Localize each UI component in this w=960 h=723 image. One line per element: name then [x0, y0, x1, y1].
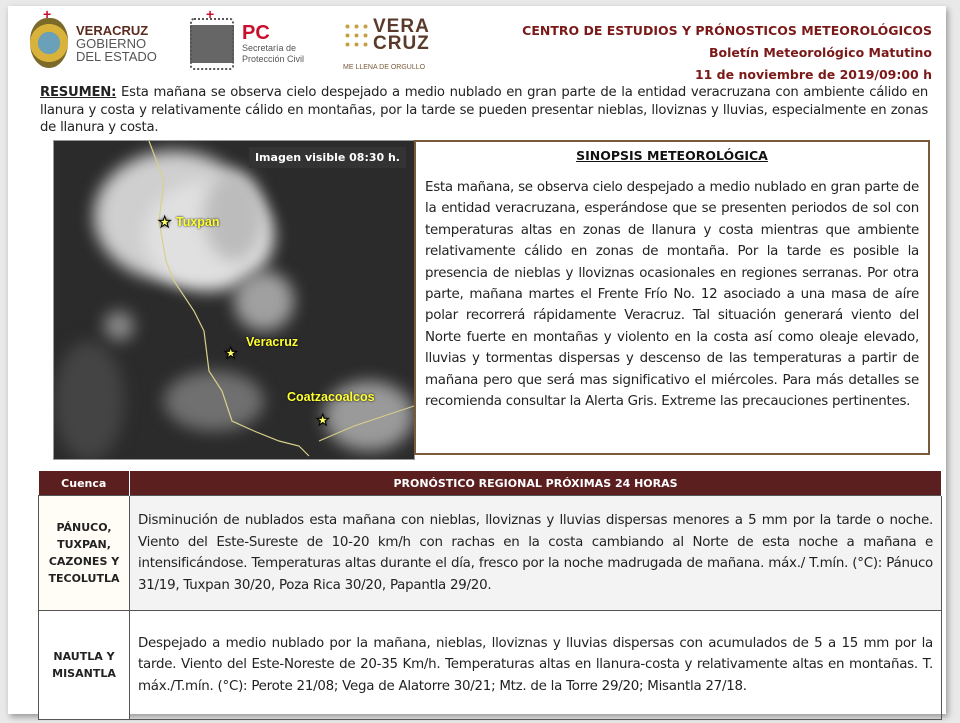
satellite-image	[53, 140, 415, 460]
pc-line2: Protección Civil	[242, 54, 305, 64]
brand-line2: CRUZ	[373, 33, 430, 54]
column-header-basin: Cuenca	[39, 471, 130, 496]
center-title: CENTRO DE ESTUDIOS Y PRÓNOSTICOS METEOROLÓGICOS	[522, 23, 932, 38]
logo-text-line3: DEL ESTADO	[76, 48, 157, 64]
summary-label: RESUMEN:	[40, 85, 117, 100]
bulletin-page	[8, 6, 946, 714]
veracruz-government-logo	[30, 18, 157, 68]
basin-name: NAUTLA Y MISANTLA	[39, 611, 130, 720]
city-label-coatzacoalcos: Coatzacoalcos	[287, 390, 375, 404]
veracruz-star-icon: ★	[224, 345, 238, 362]
bulletin-date: 11 de noviembre de 2019/09:00 h	[694, 67, 932, 82]
city-label-veracruz: Veracruz	[246, 335, 299, 349]
summary-text: Esta mañana se observa cielo despejado a medio nublado en gran parte de la entidad veracruzana con ambiente cálido en llanura y costa y relativamente cálido en montañas, por la tarde se pueden presentar nieblas, lloviznas y lluvias, especialmente en zonas de llanura y costa.	[40, 85, 928, 135]
coastline-path	[54, 141, 414, 459]
city-label-tuxpan: Tuxpan	[176, 215, 220, 229]
logo-text-line2: GOBIERNO	[76, 35, 147, 51]
logo-text-line1: VERACRUZ	[76, 22, 149, 38]
basin-name: PÁNUCO, TUXPAN, CAZONES Y TECOLUTLA	[39, 496, 130, 611]
forecast-text: Disminución de nublados esta mañana con nieblas, lloviznas y lluvias dispersas menores a 5 mm por la tarde o noche. Viento del Este-Sureste de 10-20 km/h con rachas en la costa cambiando al Norte de esta noche a mañana e intensificándose. Temperaturas altas durante el día, fresco por la noche madrugada de mañana. máx./ T.mín. (°C): Pánuco 31/19, Tuxpan 30/20, Poza Rica 30/20, Papantla 29/20.	[130, 496, 942, 611]
pc-line1: Secretaría de	[242, 43, 297, 53]
brand-tagline: ME LLENA DE ORGULLO	[343, 64, 426, 71]
pc-abbr: PC	[242, 22, 270, 44]
synopsis-text: Esta mañana, se observa cielo despejado a medio nublado en gran parte de la entidad veracruzana, esperándose que se presenten periodos de sol con temperaturas altas en zonas de llanura y costa mientras que ambiente relativamente cálido en zonas de montaña. Por la tarde es posible la presencia de nieblas y lloviznas ocasionales en regiones serranas. Por otra parte, mañana martes el Frente Frío No. 12 asociado a una masa de aíre polar recorrerá rápidamente Veracruz. Tal situación generará viento del Norte fuerte en montañas y violento en la costa así como oleaje elevado, lluvias y tormentas dispersas y descenso de las temperaturas a partir de mañana pero que será mas significativo el miércoles. Para más detalles se recomienda consultar la Alerta Gris. Extreme las precauciones pertinentes.	[425, 180, 919, 410]
table-row	[39, 611, 942, 720]
synopsis-box	[414, 140, 930, 455]
table-row	[39, 496, 942, 611]
table-header-row	[39, 471, 942, 496]
coatzacoalcos-star-icon: ★	[316, 412, 330, 429]
pc-emblem-icon	[190, 18, 234, 70]
bulletin-subtitle: Boletín Meteorológico Matutino	[708, 45, 932, 60]
tuxpan-star-icon: ★	[158, 214, 172, 231]
pattern-icon	[343, 22, 369, 48]
synopsis-title: SINOPSIS METEOROLÓGICA	[576, 148, 768, 163]
forecast-text: Despejado a medio nublado por la mañana, nieblas, lloviznas y lluvias dispersas con acumulados de 5 a 15 mm por la tarde. Viento del Este-Noreste de 20-35 Km/h. Temperaturas altas en llanura-costa y relativamente altas en montañas. T. máx./T.mín. (°C): Perote 21/08; Vega de Alatorre 30/21; Mtz. de la Torre 29/20; Misantla 27/18.	[130, 611, 942, 720]
regional-forecast-table	[38, 471, 942, 720]
veracruz-brand-logo	[343, 16, 430, 71]
bulletin-title-block	[522, 20, 932, 86]
summary-paragraph	[40, 84, 928, 137]
civil-protection-logo	[190, 18, 304, 70]
brand-line1: VERA	[373, 16, 430, 37]
column-header-forecast: PRONÓSTICO REGIONAL PRÓXIMAS 24 HORAS	[130, 471, 942, 496]
image-caption: Imagen visible 08:30 h.	[249, 147, 406, 168]
coat-of-arms-icon	[30, 18, 68, 68]
